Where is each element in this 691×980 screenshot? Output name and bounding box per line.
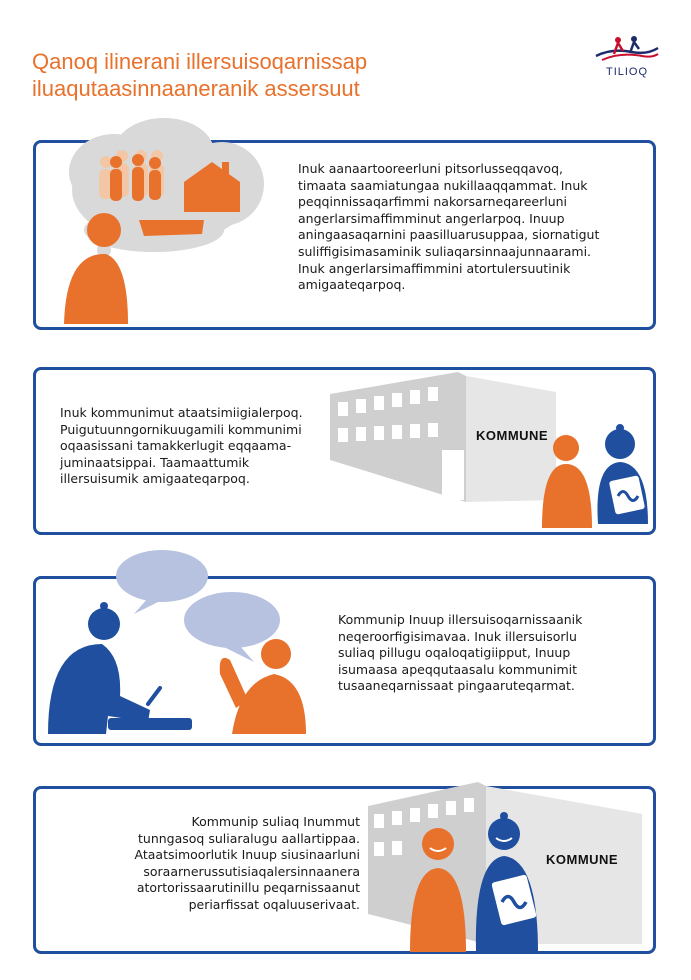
building-label: KOMMUNE (546, 852, 619, 867)
building-icon (330, 372, 556, 502)
logo-icon (592, 34, 662, 66)
panel-4-text: Kommunip suliaq Inummut tunngasoq suliaralugu aallartippaa. Ataatsimoorlutik Inuup siusinaarluni soraarnerussutisiaqalersinnaanera atortorissaarutinillu peqarnissaanut periarfissat oqaluuserivaat. (134, 814, 360, 912)
tilioq-logo (592, 34, 662, 78)
panel-2-text: Inuk kommunimut ataatsimiigialerpoq. Puigutuunngornikuugamili kommunimi oqaasissani tamakkerlugit eqqaama- juminaatsippai. Taamaattumik illersuisumik amigaateqarpoq. (60, 405, 303, 487)
speech-bubble-icon (116, 550, 280, 662)
blue-person-icon (48, 602, 160, 734)
panel-1-illustration (44, 112, 284, 327)
panel-3-illustration (44, 548, 324, 740)
building-label: KOMMUNE (476, 428, 549, 443)
orange-person-icon (220, 639, 306, 734)
panel-4-illustration (368, 774, 656, 952)
pen-icon (148, 688, 160, 704)
title-line-2: iluaqutaasinnaaneranik assersuut (32, 76, 360, 101)
logo-text: TILIOQ (605, 66, 649, 78)
panel-2-illustration (330, 372, 656, 532)
person-icon (64, 213, 128, 324)
panel-3-text: Kommunip Inuup illersuisoqarnissaanik neqeroorfigisimavaa. Inuk illersuisorlu suliaq pillugu oqaloqatigiipput, Inuup isumaasa apeqqutaasalu kommunimit tusaaneqarnissaat pingaaruteqarmat. (338, 612, 583, 694)
page-title (32, 48, 367, 102)
blue-person-icon (597, 424, 648, 524)
bed-icon (139, 220, 204, 236)
desk (108, 718, 192, 730)
title-line-1: Qanoq ilinerani illersuisoqarnissap (32, 49, 368, 74)
panel-1-text: Inuk aanaartooreerluni pitsorlusseqqavoq, timaata saamiatungaa nukillaaqqammat. Inuk peqqinnissaqarfimmi nakorsarneqareerluni angerlarsimaffimminut angerlarpoq. Inuup aningaasaqarnini paasilluarusuppaa, siornatigut suliffigisimasaminik suliaqarsinnaajunnaarami. Inuk angerlarsimaffimmini atortulersuutinik amigaateqarpoq. (298, 161, 600, 293)
